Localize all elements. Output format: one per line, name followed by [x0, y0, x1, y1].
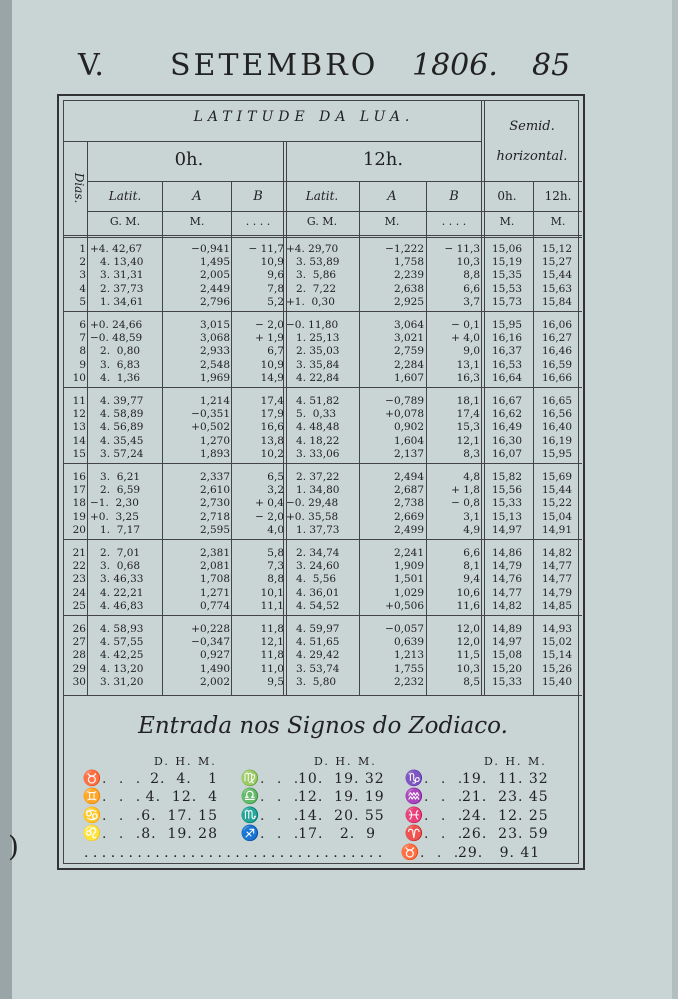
unit-m-s0: M. — [499, 215, 515, 228]
zodiac-last-entry — [84, 843, 541, 861]
semid-0h: 14,86 14,79 14,76 14,77 14,82 — [491, 547, 523, 612]
unit-dots-b0: . . . . — [245, 215, 271, 228]
zodiac-entry — [404, 769, 549, 787]
year: 1806. — [412, 48, 498, 83]
b-12h: 4,8 + 1,8 − 0,8 3,1 4,9 — [451, 471, 480, 536]
semid-0h: 15,95 16,16 16,37 16,53 16,64 — [491, 319, 523, 384]
semid-12h: 15,12 15,27 15,44 15,63 15,84 — [541, 243, 573, 308]
leader-dots: . . . . . . . . . . . . . . . . . . . . . . . . . . . . . . . . . . — [84, 845, 400, 861]
semid-12h: 14,93 15,02 15,14 15,26 15,40 — [541, 623, 573, 688]
latitude-12h: −0. 11,80 1. 25,13 2. 35,03 3. 35,84 4. 22,84 — [286, 319, 340, 384]
scorpio-icon: ♏ — [240, 805, 260, 824]
zodiac-col1 — [82, 769, 218, 843]
zodiac-section — [64, 711, 582, 866]
unit-m-a12: M. — [384, 215, 400, 228]
table-row-group — [64, 395, 582, 461]
semid-subtitle: horizontal. — [496, 149, 568, 164]
b-0h: − 11,7 10,9 9,6 7,8 5,2 — [248, 243, 284, 308]
libra-icon: ♎ — [240, 787, 260, 806]
b-0h: − 2,0 + 1,9 6,7 10,9 14,9 — [255, 319, 284, 384]
a-12h: −1,222 1,758 2,239 2,638 2,925 — [385, 243, 424, 308]
semid-0h: 16,67 16,62 16,49 16,30 16,07 — [491, 395, 523, 460]
latitude-12h: 4. 59,97 4. 51,65 4. 29,42 3. 53,74 3. 5,80 — [296, 623, 340, 688]
leader-dots: . . . — [102, 807, 145, 824]
leader-dots: . . . — [419, 845, 463, 861]
day-numbers: 1 2 3 4 5 — [79, 243, 86, 308]
b-12h: 18,1 17,4 15,3 12,1 8,3 — [456, 395, 480, 460]
entry-time: 10. 19. 32 — [298, 771, 385, 787]
table-row-group — [64, 623, 582, 689]
section-number: V. — [78, 48, 104, 83]
col-a-12: A — [387, 189, 397, 204]
entry-time: 2. 4. 1 — [150, 771, 218, 787]
page-number: 85 — [532, 48, 571, 83]
zodiac-entry — [404, 805, 549, 824]
latitude-0h: +0. 24,66 −0. 48,59 2. 0,80 3. 6,83 4. 1,36 — [90, 319, 143, 384]
b-0h: 6,5 3,2 + 0,4 − 2,0 4,0 — [255, 471, 284, 536]
latitude-0h: 4. 39,77 4. 58,89 4. 56,89 4. 35,45 3. 57,24 — [100, 395, 144, 460]
day-numbers: 21 22 23 24 25 — [72, 547, 86, 612]
semid-12h: 16,65 16,56 16,40 16,19 15,95 — [541, 395, 573, 460]
semid-12h: 14,82 14,77 14,77 14,79 14,85 — [541, 547, 573, 612]
table-inner — [63, 100, 579, 864]
a-12h: −0,057 0,639 1,213 1,755 2,232 — [385, 623, 424, 688]
unit-dots-b12: . . . . — [441, 215, 467, 228]
table-row-group — [64, 471, 582, 537]
entry-time: 26. 23. 59 — [462, 826, 549, 843]
semid-12h: 16,06 16,27 16,46 16,59 16,66 — [541, 319, 573, 384]
a-0h: 2,337 2,610 2,730 2,718 2,595 — [199, 471, 230, 536]
entry-time: 12. 19. 19 — [298, 789, 385, 806]
table-row-group — [64, 243, 582, 309]
rule — [64, 141, 482, 142]
rule — [64, 387, 582, 388]
semid-0h: 15,06 15,19 15,35 15,53 15,73 — [491, 243, 523, 308]
zodiac-entry — [240, 787, 385, 806]
zodiac-entry — [240, 805, 385, 824]
zodiac-entry — [404, 787, 549, 806]
entry-time: 4. 12. 4 — [145, 789, 218, 806]
zodiac-entry — [404, 824, 549, 843]
latitude-title: LATITUDE DA LUA. — [193, 109, 415, 125]
col-b-0: B — [253, 189, 263, 204]
unit-gm-0: G. M. — [109, 215, 141, 228]
day-numbers: 11 12 13 14 15 — [72, 395, 86, 460]
a-0h: −0,941 1,495 2,005 2,449 2,796 — [191, 243, 230, 308]
table-frame — [57, 94, 585, 870]
moon-latitude-table — [64, 101, 582, 701]
entry-time: 19. 11. 32 — [462, 771, 549, 787]
col-a-0: A — [192, 189, 202, 204]
dias-label: Dias. — [72, 172, 86, 204]
a-12h: 3,064 3,021 2,759 2,284 1,607 — [393, 319, 424, 384]
day-numbers: 6 7 8 9 10 — [72, 319, 86, 384]
leader-dots: . . . — [424, 771, 467, 787]
latitude-0h: 3. 6,21 2. 6,59 −1. 2,30 +0. 3,25 1. 7,17 — [90, 471, 141, 536]
rule — [64, 695, 582, 696]
zodiac-col3 — [404, 769, 549, 843]
latitude-12h: 2. 37,22 1. 34,80 −0. 29,48 +0. 35,58 1. 37,73 — [286, 471, 340, 536]
b-0h: 5,8 7,3 8,8 10,1 11,1 — [260, 547, 284, 612]
a-12h: −0,789 +0,078 0,902 1,604 2,137 — [385, 395, 424, 460]
zodiac-title: Entrada nos Signos do Zodiaco. — [138, 713, 508, 739]
zodiac-entry — [82, 824, 218, 842]
latitude-12h: 2. 34,74 3. 24,60 4. 5,56 4. 36,01 4. 54,52 — [296, 547, 340, 612]
aries-icon: ♈ — [404, 824, 424, 843]
semid-12h: 15,69 15,44 15,22 15,04 14,91 — [541, 471, 573, 536]
a-0h: 3,015 3,068 2,933 2,548 1,969 — [199, 319, 230, 384]
zodiac-col2 — [240, 769, 385, 843]
latitude-0h: 4. 58,93 4. 57,55 4. 42,25 4. 13,20 3. 31,20 — [100, 623, 144, 688]
rule — [64, 237, 582, 238]
almanac-page — [12, 0, 672, 999]
page-edge — [672, 0, 678, 999]
a-0h: 2,381 2,081 1,708 1,271 0,774 — [199, 547, 230, 612]
taurus-icon: ♉ — [400, 843, 420, 861]
table-row-group — [64, 547, 582, 613]
semid-0h: 15,82 15,56 15,33 15,13 14,97 — [491, 471, 523, 536]
zodiac-col2-header: D. H. M. — [314, 755, 377, 768]
taurus-icon: ♉ — [82, 769, 102, 787]
leo-icon: ♌ — [82, 824, 102, 843]
latitude-12h: +4. 29,70 3. 53,89 3. 5,86 2. 7,22 +1. 0,30 — [286, 243, 340, 308]
margin-mark: ) — [8, 830, 19, 863]
month-title: SETEMBRO — [170, 48, 379, 83]
hour-12-header: 12h. — [362, 149, 404, 170]
b-0h: 17,4 17,9 16,6 13,8 10,2 — [260, 395, 284, 460]
leader-dots: . . . — [260, 789, 303, 806]
leader-dots: . . . — [102, 771, 145, 787]
day-numbers: 16 17 18 19 20 — [72, 471, 86, 536]
semid-0h: 14,89 14,97 15,08 15,20 15,33 — [491, 623, 523, 688]
col-latit-12: Latit. — [305, 189, 339, 203]
entry-time: 14. 20. 55 — [298, 807, 385, 824]
b-12h: − 0,1 + 4,0 9,0 13,1 16,3 — [451, 319, 480, 384]
latitude-0h: +4. 42,67 4. 13,40 3. 31,31 2. 37,73 1. 34,61 — [90, 243, 144, 308]
rule — [64, 311, 582, 312]
col-latit-0: Latit. — [108, 189, 142, 203]
leader-dots: . . . — [424, 826, 467, 843]
cancer-icon: ♋ — [82, 805, 102, 824]
b-12h: − 11,3 10,3 8,8 6,6 3,7 — [444, 243, 480, 308]
leader-dots: . . . — [260, 807, 303, 824]
leader-dots: . . . — [260, 771, 303, 787]
unit-gm-12: G. M. — [306, 215, 338, 228]
col-semid-0: 0h. — [497, 189, 517, 203]
a-12h: 2,241 1,909 1,501 1,029 +0,506 — [385, 547, 424, 612]
zodiac-entry — [82, 806, 218, 824]
hour-0-header: 0h. — [174, 149, 204, 170]
entry-time: 8. 19. 28 — [141, 826, 218, 843]
entry-time: 17. 2. 9 — [298, 826, 376, 843]
zodiac-entry — [82, 787, 218, 805]
leader-dots: . . . — [424, 789, 467, 806]
entry-time: 6. 17. 15 — [141, 807, 218, 824]
aquarius-icon: ♒ — [404, 787, 424, 806]
a-0h: 1,214 −0,351 +0,502 1,270 1,893 — [191, 395, 230, 460]
a-12h: 2,494 2,687 2,738 2,669 2,499 — [393, 471, 424, 536]
capricorn-icon: ♑ — [404, 769, 424, 787]
table-row-group — [64, 319, 582, 385]
entry-time: 29. 9. 41 — [457, 845, 541, 861]
sagittarius-icon: ♐ — [240, 824, 260, 843]
latitude-12h: 4. 51,82 5. 0,33 4. 48,48 4. 18,22 3. 33,06 — [296, 395, 340, 460]
zodiac-entry — [240, 824, 376, 842]
entry-time: 24. 12. 25 — [462, 807, 549, 824]
rule — [64, 235, 582, 236]
unit-m-a0: M. — [189, 215, 205, 228]
day-numbers: 26 27 28 29 30 — [72, 623, 86, 688]
rule — [64, 539, 582, 540]
a-0h: +0,228 −0,347 0,927 1,490 2,002 — [191, 623, 230, 688]
zodiac-col1-header: D. H. M. — [154, 755, 217, 768]
latitude-0h: 2. 7,01 3. 0,68 3. 46,33 4. 22,21 4. 46,83 — [100, 547, 144, 612]
unit-m-s12: M. — [550, 215, 566, 228]
leader-dots: . . . — [260, 826, 303, 843]
col-semid-12: 12h. — [544, 189, 572, 203]
zodiac-entry — [82, 769, 218, 787]
entry-time: 21. 23. 45 — [462, 789, 549, 806]
b-12h: 6,6 8,1 9,4 10,6 11,6 — [456, 547, 480, 612]
rule — [64, 615, 582, 616]
pisces-icon: ♓ — [404, 805, 424, 824]
gemini-icon: ♊ — [82, 787, 102, 806]
zodiac-entry — [240, 769, 385, 787]
leader-dots: . . . — [102, 789, 145, 806]
rule — [64, 463, 582, 464]
leader-dots: . . . — [102, 826, 145, 843]
virgo-icon: ♍ — [240, 769, 260, 787]
leader-dots: . . . — [424, 807, 467, 824]
b-12h: 12,0 12,0 11,5 10,3 8,5 — [456, 623, 480, 688]
page-header — [12, 48, 672, 88]
zodiac-col3-header: D. H. M. — [484, 755, 547, 768]
col-b-12: B — [449, 189, 459, 204]
b-0h: 11,8 12,1 11,8 11,0 9,5 — [260, 623, 284, 688]
semid-title: Semid. — [509, 119, 555, 134]
